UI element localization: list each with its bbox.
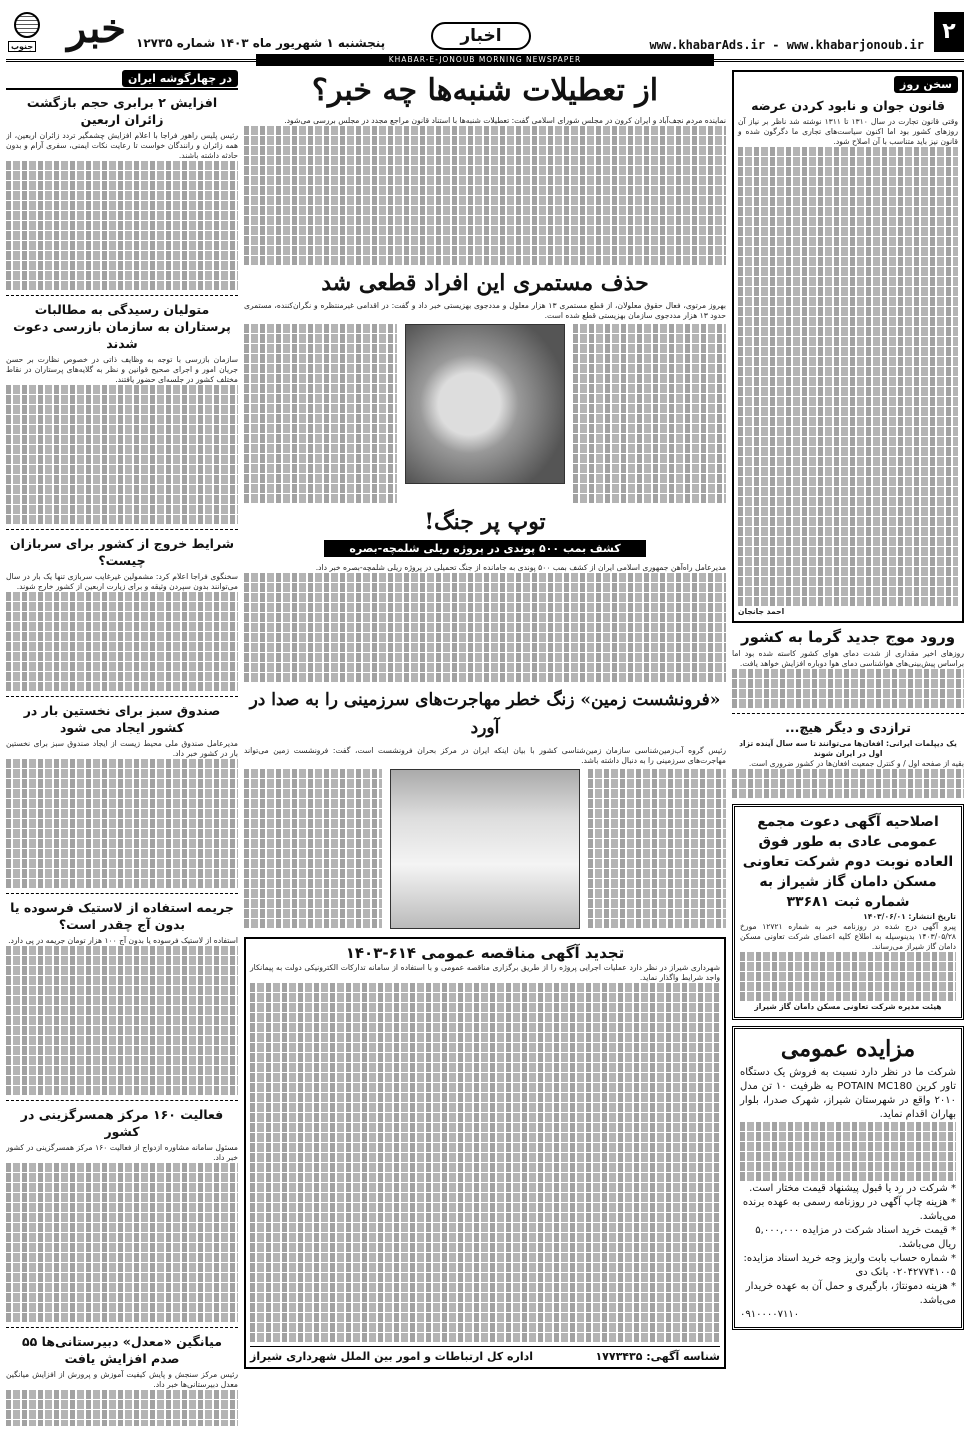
text-block: [244, 126, 726, 265]
text-block: [244, 573, 726, 682]
website-url[interactable]: www.khabarAds.ir - www.khabarjonoub.ir: [649, 38, 924, 52]
text-block: [732, 769, 964, 798]
globe-icon: [14, 12, 40, 38]
left-column: [6, 70, 238, 1426]
text-block: [732, 669, 964, 708]
logo-word: خبر: [67, 5, 126, 52]
editorial-box: [732, 70, 964, 623]
editorial-author: احمد جانجان: [738, 607, 785, 616]
brief-title: شرایط خروج از کشور برای سربازان چیست؟: [9, 536, 235, 568]
story3-subheadline: کشف بمب ۵۰۰ پوندی در پروژه ریلی شلمچه-بصره: [324, 540, 646, 557]
coop-ad-date: تاریخ انتشار: ۱۴۰۳/۰۶/۰۱: [863, 912, 956, 921]
auction-bullet: * هزینه چاپ آگهی در روزنامه رسمی به عهده برنده می‌باشد.: [742, 1197, 956, 1222]
brief-title: جریمه استفاده از لاستیک فرسوده یا بدون آج چقدر است؟: [10, 900, 234, 932]
coop-meeting-ad: [732, 804, 964, 1020]
text-block: [588, 769, 726, 928]
brief-text: مسئول سامانه مشاوره ازدواج از فعالیت ۱۶۰ مرکز همسرگزینی در کشور خبر داد.: [6, 1143, 238, 1162]
text-block: [6, 946, 238, 1095]
left-kicker: در چهارگوشه ایران: [122, 70, 238, 87]
story3-text: مدیرعامل راه‌آهن جمهوری اسلامی ایران از کشف بمب ۵۰۰ پوندی به جامانده از جنگ تحمیلی در پروژه ریلی شلمچه-بصره خبر داد.: [315, 563, 726, 572]
story3-headline: توپ پر جنگ!: [424, 509, 546, 535]
masthead: [6, 6, 964, 62]
section-title: اخبار: [431, 22, 531, 50]
text-block: [740, 952, 956, 1001]
brief-title: فعالیت ۱۶۰ مرکز همسرگزینی در کشور: [20, 1107, 224, 1139]
tender-ad: [244, 937, 726, 1369]
story2-text: بهروز مرتوی، فعال حقوق معلولان، از قطع مستمری ۱۳ هزار معلول و مددجوی بهزیستی خبر داد و گفت: در اقدامی غیرمنتظره و نگران‌کننده، مستمری حدود ۱۳ هزار مددجوی سازمان بهزیستی قطع شده است.: [244, 301, 726, 320]
brief-text: سازمان بازرسی با توجه به وظایف ذاتی در خصوص نظارت بر حسن جریان امور و اجرای صحیح قوانین و نظر به گلایه‌های پرستاران در نقاط مختلف کشور در جلسه‌ای حضور یافتند.: [6, 355, 238, 384]
tender-ad-title: تجدید آگهی مناقصه عمومی ۶۱۴-۱۴۰۳: [345, 944, 625, 962]
tender-ad-id: شناسه آگهی: ۱۷۷۳۴۳۵: [595, 1350, 720, 1363]
text-block: [738, 147, 958, 606]
brief-title: صندوق سبز برای نخستین بار در کشور ایجاد می شود: [23, 703, 221, 735]
text-block: [6, 592, 238, 691]
issue-date: پنجشنبه ۱ شهریور ماه ۱۴۰۳ شماره ۱۲۷۳۵: [136, 36, 386, 50]
top-story-text: نماینده مردم نجف‌آباد و ایران کرون در مجلس شورای اسلامی گفت: تعطیلات شنبه‌ها با استناد قانون مراجع مجدد در مجلس بررسی می‌شود.: [284, 116, 726, 125]
auction-bullet: * قیمت خرید اسناد شرکت در مزایده ۵,۰۰۰,۰۰۰ ریال می‌باشد.: [755, 1225, 956, 1250]
story4-text: رئیس گروه آب‌زمین‌شناسی سازمان زمین‌شناسی کشور با بیان اینکه ایران در مرکز بحران فرونشست است، گفت: فرونشست زمین می‌تواند مهاجرت‌های سرزمینی را به دنبال داشته باشد.: [244, 746, 726, 765]
auction-bullet: * شماره حساب بابت واریز وجه خرید اسناد مزایده: ۰۲۰۴۲۷۷۴۱۰۰۵ بانک دی: [743, 1253, 956, 1278]
story4-headline: «فرونشست زمین» زنگ خطر مهاجرت‌های سرزمینی را به صدا در آورد: [249, 690, 721, 738]
text-block: [250, 983, 720, 1342]
editorial-kicker: سخن روز: [894, 76, 958, 93]
editorial-title: قانون جوان و نابود کردن عرضه: [751, 98, 945, 113]
text-block: [244, 769, 382, 928]
auction-bullet: * شرکت در رد یا قبول پیشنهاد قیمت مختار است.: [749, 1183, 956, 1194]
coop-ad-title: اصلاحیه آگهی دعوت مجمع عمومی عادی به طور فوق العاده نوبت دوم شرکت تعاونی مسکن دامان گاز شیراز به شماره ثبت ۳۳۶۸۱: [742, 814, 954, 910]
coop-ad-text: پیرو آگهی درج شده در روزنامه خبر به شماره ۱۲۷۲۱ مورخ ۱۴۰۳/۰۵/۲۸ بدینوسیله به اطلاع کلیه اعضای شرکت تعاونی مسکن دامان گاز شیراز می‌رساند.: [740, 922, 956, 951]
heat-wave-title: ورود موج جدید گرما به کشور: [740, 628, 956, 646]
tragedy-subtitle: یک دیپلمات ایرانی: افغان‌ها می‌توانند تا سه سال آینده تزاد اول در ایران شوند: [739, 739, 957, 758]
heat-wave-text: روزهای اخیر مقداری از شدت دمای هوای کشور کاسته شده بود اما براساس پیش‌بینی‌های هواشناسی دمای هوا دوباره افزایش خواهد یافت.: [732, 649, 964, 668]
auction-ad: [732, 1026, 964, 1330]
tender-ad-issuer: اداره کل ارتباطات و امور بین الملل شهرداری شیراز: [250, 1350, 534, 1363]
english-banner: KHABAR-E-JONOUB MORNING NEWSPAPER: [256, 54, 714, 66]
brief-title: متولیان رسیدگی به مطالبات پرستاران به سازمان بازرسی دعوت شدند: [13, 302, 231, 351]
brief-text: رئیس پلیس راهور فراجا با اعلام افزایش چشمگیر تردد زائران اربعین، از همه زائران و رانندگان خواست تا رعایت نکات ایمنی، سفری آرام و بدون حادثه داشته باشند.: [6, 131, 238, 160]
text-block: [6, 161, 238, 290]
brief-title: میانگین «معدل» دبیرستانی‌ها ۵۵ صدم افزایش یافت: [22, 1334, 222, 1366]
auction-phone: ۰۹۱۰۰۰۰۷۱۱۰: [740, 1309, 800, 1320]
logo: [6, 6, 126, 56]
editorial-text: وقتی قانون تجارت در سال ۱۳۱۰ تا ۱۳۱۱ نوشته شد ناظر بر نیاز آن روزهای کشور بود اما اکنون سیاست‌های تجاری ما دگرگون شده و قانون نیز باید متناسب با آن اصلاح شود.: [738, 117, 958, 146]
text-block: [6, 759, 238, 888]
tender-ad-text: شهرداری شیراز در نظر دارد عملیات اجرایی پروژه را از طریق برگزاری مناقصه عمومی و با استفاده از سامانه تدارکات الکترونیکی دولت به پیمانکار واجد شرایط واگذار نماید.: [250, 963, 720, 982]
tragedy-title: ترازدی و دیگر هیچ...: [785, 720, 911, 735]
brief-text: رئیس مرکز سنجش و پایش کیفیت آموزش و پرورش از افزایش میانگین معدل دبیرستانی‌ها خبر داد.: [6, 1370, 238, 1389]
top-headline: از تعطیلات شنبه‌ها چه خبر؟: [311, 73, 659, 108]
brief-text: مدیرعامل صندوق ملی محیط زیست از ایجاد صندوق سبز برای نخستین بار در کشور خبر داد.: [6, 739, 238, 758]
coop-ad-footer: هیئت مدیره شرکت تعاونی مسکن دامان گاز شیراز: [754, 1002, 942, 1011]
text-block: [740, 1122, 956, 1181]
text-block: [573, 324, 726, 503]
money-hands-photo: [405, 324, 565, 484]
logo-sub: جنوب: [8, 41, 36, 52]
text-block: [6, 1163, 238, 1322]
auction-text: شرکت ما در نظر دارد نسبت به فروش یک دستگاه تاور کرین POTAIN MC180 به ظرفیت ۱۰ تن مدل ۲۰۱۰ واقع در شهرستان شیراز، شهرک صدرا، بلوار بهاران اقدام نماید.: [740, 1067, 956, 1120]
brief-text: استفاده از لاستیک فرسوده یا بدون آج ۱۰۰ هزار تومان جریمه در پی دارد.: [8, 936, 238, 945]
auction-bullet: * هزینه دمونتاژ، بارگیری و حمل آن به عهده خریدار می‌باشد.: [745, 1281, 956, 1306]
text-block: [244, 324, 397, 503]
story2-headline: حذف مستمری این افراد قطعی شد: [321, 270, 649, 296]
auction-title: مزایده عمومی: [780, 1036, 916, 1062]
middle-column: [244, 70, 726, 1426]
brief-text: سخنگوی فراجا اعلام کرد: مشمولین غیرغایب سربازی تنها یک بار در سال می‌توانند بدون سپردن وثیقه و برای زیارت اربعین از کشور خارج شوند.: [6, 572, 238, 591]
right-column: [732, 70, 964, 1426]
text-block: [6, 385, 238, 524]
brief-title: افزایش ۲ برابری حجم بازگشت زائران اربعین: [26, 95, 218, 127]
text-block: [6, 1390, 238, 1426]
tragedy-text: بقیه از صفحه اول / و کنترل جمعیت افغان‌ها در کشور ضروری است.: [748, 759, 964, 768]
page-number: ۲: [934, 12, 964, 52]
land-subsidence-photo: [390, 769, 580, 929]
